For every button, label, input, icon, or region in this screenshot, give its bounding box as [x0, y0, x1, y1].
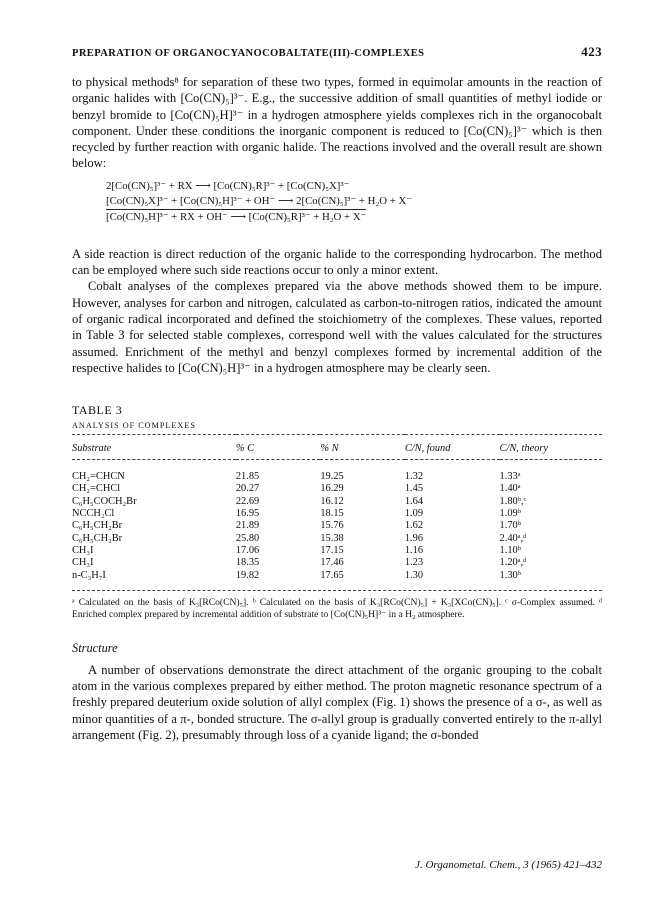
running-header [72, 44, 602, 60]
cell-substrate: C₆H₅COCH₂Br [72, 495, 137, 507]
cell-cn-found: 1.32 [404, 471, 424, 483]
cell-substrate: C₆H₅CH₂Br [72, 532, 123, 544]
cell-percent-c: 19.82 [235, 569, 260, 581]
table-subtitle: ANALYSIS OF COMPLEXES [72, 421, 196, 431]
cell-cn-theory: 1.30ᵇ [499, 569, 521, 581]
journal-page [72, 44, 602, 743]
table-row [72, 508, 602, 520]
cell-cn-theory: 1.33ᵃ [499, 471, 521, 483]
table-3 [72, 403, 602, 621]
cell-substrate: CH₂=CHCN [72, 471, 125, 483]
cell-cn-theory: 1.70ᵇ [499, 520, 521, 532]
analysis-table [72, 434, 602, 590]
cell-cn-found: 1.64 [404, 495, 424, 507]
cell-cn-theory: 1.09ᵇ [499, 508, 521, 520]
cell-percent-c: 21.85 [235, 471, 260, 483]
cell-substrate: CH₃I [72, 544, 94, 556]
table-row [72, 520, 602, 532]
cell-percent-n: 17.15 [320, 544, 344, 556]
cell-cn-theory: 1.40ᵃ [499, 483, 521, 495]
equation-2: [Co(CN)₅X]³⁻ + [Co(CN)₅H]³⁻ + OH⁻ ⟶ 2[Co(CN)₅]³⁻ + H₂O + X⁻ [106, 194, 413, 207]
cell-cn-theory: 1.80ᵇ,ᶜ [499, 495, 527, 507]
cell-percent-c: 25.80 [235, 532, 260, 544]
table-row [72, 557, 602, 569]
table-row [72, 496, 602, 508]
cell-cn-theory: 2.40ᵃ,ᵈ [499, 532, 527, 544]
cell-percent-c: 20.27 [235, 483, 260, 495]
cell-percent-n: 15.38 [320, 532, 344, 544]
cell-cn-found: 1.30 [404, 569, 424, 581]
cell-percent-n: 19.25 [320, 471, 344, 483]
cell-substrate: C₆H₅CH₂Br [72, 520, 123, 532]
body-paragraph-1: to physical methods⁸ for separation of these two types, formed in equimolar amounts in the reaction of organic halides with [Co(CN)₅]³⁻. E.g., the successive addition of small quantities of methyl iodide or benzyl bromide to [Co(CN)₅H]³⁻ in a hydrogen atmosphere yields complexes rich in the organocobalt component. Under these conditions the inorganic component is reduced to [Co(CN)₅]³⁻ which is then recycled by further reaction with organic halide. The reactions involved and the overall result are shown below: [72, 75, 602, 171]
equation-1: 2[Co(CN)₅]³⁻ + RX ⟶ [Co(CN)₅R]³⁻ + [Co(CN)₅X]³⁻ [106, 179, 350, 192]
table-row [72, 460, 602, 484]
col-header-substrate: Substrate [72, 435, 236, 460]
table-row [72, 483, 602, 495]
table-body [72, 460, 602, 590]
equation-3-overall: [Co(CN)₅H]³⁻ + RX + OH⁻ ⟶ [Co(CN)₅R]³⁻ + H₂O + X⁻ [106, 210, 367, 223]
cell-substrate: NCCH₂Cl [72, 508, 115, 520]
table-row [72, 570, 602, 590]
cell-cn-found: 1.16 [404, 544, 424, 556]
cell-percent-c: 22.69 [235, 495, 260, 507]
journal-citation-footer: J. Organometal. Chem., 3 (1965) 421–432 [415, 859, 602, 871]
page-number: 423 [581, 44, 602, 59]
table-footnotes: ᵃ Calculated on the basis of K₃[RCo(CN)₅]. ᵇ Calculated on the basis of K₃[RCo(CN)₅] + K₃[XCo(CN)₅]. ᶜ σ-Complex assumed. ᵈ Enriched complex prepared by incremental addition of substrate to [Co(CN)₅H]³⁻ in a H₂ atmosphere. [72, 596, 602, 620]
col-header-cn-found: C/N, found [405, 435, 500, 460]
col-header-percent-c: % C [236, 435, 320, 460]
col-header-percent-n: % N [320, 435, 404, 460]
cell-percent-n: 18.15 [320, 508, 344, 520]
table-bottom-rule [72, 590, 602, 591]
cell-substrate: CH₃I [72, 557, 94, 569]
cell-cn-found: 1.45 [404, 483, 424, 495]
table-header-row [72, 435, 602, 460]
table-title: TABLE 3 [72, 403, 123, 418]
cell-percent-n: 17.46 [320, 557, 344, 569]
cell-percent-n: 16.29 [320, 483, 344, 495]
cell-cn-found: 1.23 [404, 557, 424, 569]
cell-substrate: CH₂=CHCl [72, 483, 121, 495]
cell-percent-c: 16.95 [235, 508, 260, 520]
cell-percent-n: 16.12 [320, 495, 344, 507]
reaction-equations [106, 179, 602, 225]
cell-cn-found: 1.96 [404, 532, 424, 544]
running-title: PREPARATION OF ORGANOCYANOCOBALTATE(III)-COMPLEXES [72, 48, 425, 59]
cell-percent-n: 15.76 [320, 520, 344, 532]
body-paragraph-2: A side reaction is direct reduction of the organic halide to the corresponding hydrocarbon. The method can be employed where such side reactions occur to only a minor extent. [72, 246, 602, 278]
cell-percent-c: 21.89 [235, 520, 260, 532]
cell-percent-c: 17.06 [235, 544, 260, 556]
cell-percent-n: 17.65 [320, 569, 344, 581]
body-paragraph-4: A number of observations demonstrate the direct attachment of the organic grouping to the cobalt atom in the various complexes prepared by either method. The proton magnetic resonance spectrum of a freshly prepared deuterium oxide solution of allyl complex (Fig. 1) shows the presence of a σ-, as well as minor quantities of a π-, bonded structure. The σ-allyl group is gradually converted entirely to the π-allyl arrangement (Fig. 2), presumably through loss of a cyanide ligand; the σ-bonded [72, 662, 602, 743]
cell-cn-theory: 1.20ᵃ,ᵈ [499, 557, 527, 569]
cell-cn-found: 1.09 [404, 508, 424, 520]
body-paragraph-3: Cobalt analyses of the complexes prepared via the above methods showed them to be impure. However, analyses for carbon and nitrogen, calculated as carbon-to-nitrogen ratios, indicated the amount of organic radical incorporated and defined the stoichiometry of the complexes. These values, reported in Table 3 for selected stable complexes, correspond well with the values calculated for the structures assumed. Enrichment of the methyl and benzyl complexes formed by incremental addition of the respective halides to [Co(CN)₅H]³⁻ in a hydrogen atmosphere may be clearly seen. [72, 279, 602, 375]
cell-substrate: n-C₃H₇I [72, 569, 106, 581]
cell-cn-theory: 1.10ᵇ [499, 544, 521, 556]
table-row [72, 533, 602, 545]
cell-cn-found: 1.62 [404, 520, 424, 532]
cell-percent-c: 18.35 [235, 557, 260, 569]
table-row [72, 545, 602, 557]
section-heading-structure: Structure [72, 640, 118, 655]
col-header-cn-theory: C/N, theory [500, 435, 602, 460]
